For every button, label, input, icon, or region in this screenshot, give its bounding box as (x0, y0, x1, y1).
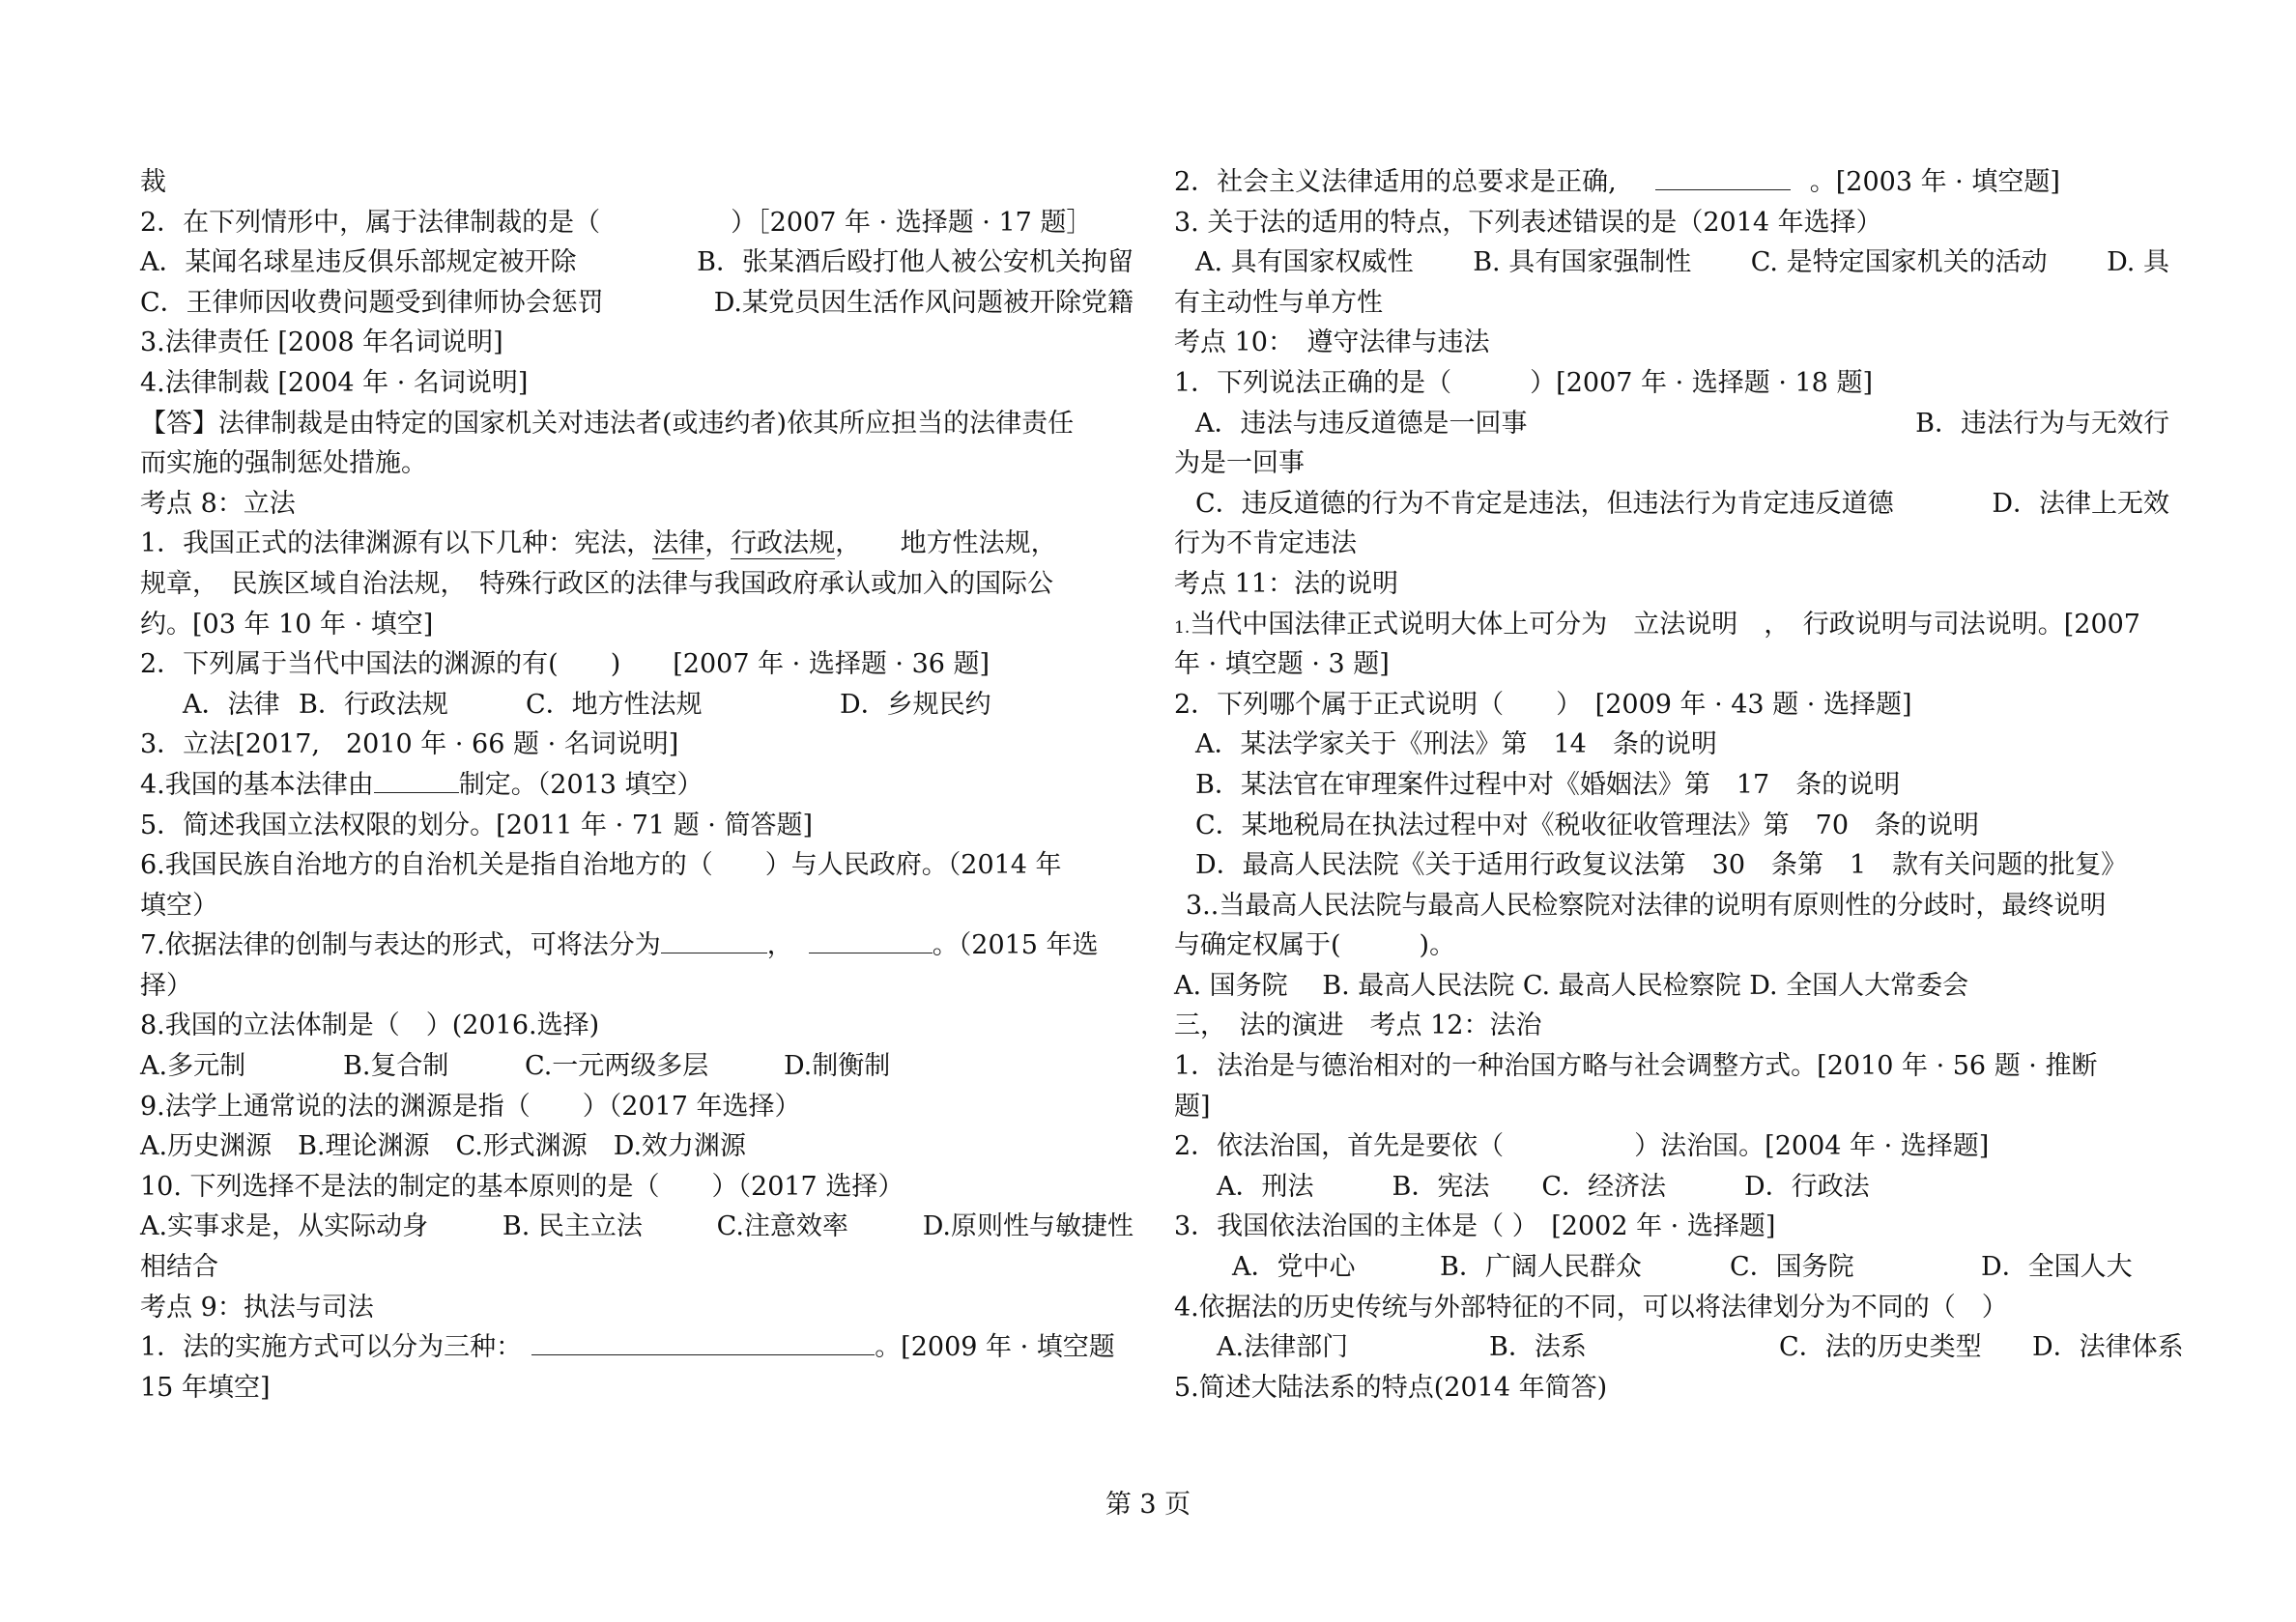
question-line: 1．法治是与德治相对的一种治国方略与社会调整方式。[2010 年 · 56 题 · 推断 (1174, 1051, 2098, 1082)
options-line: A.历史渊源 B.理论渊源 C.形式渊源 D.效力渊源 (140, 1131, 747, 1162)
option: B．行政法规 (299, 689, 448, 720)
option: A. 具有国家权威性 (1195, 247, 1414, 278)
question-line: 3. 关于法的适用的特点，下列表述错误的是（2014 年选择） (1174, 207, 1882, 238)
option: A．党中心 (1232, 1252, 1356, 1283)
options-line (1174, 404, 2169, 444)
option: C.一元两级多层 (525, 1051, 709, 1082)
option: A.实事求是，从实际动身 (140, 1211, 429, 1242)
option-line: A．某法学家关于《刑法》第 14 条的说明 (1195, 729, 1717, 760)
text-line: 为是一回事 (1174, 448, 1305, 479)
option: C．王律师因收费问题受到律师协会惩罚 (140, 287, 604, 318)
text-line: 约。[03 年 10 年 · 填空] (140, 609, 434, 640)
text-line: 年 · 填空题 · 3 题] (1174, 649, 1390, 680)
option: C．国务院 (1730, 1252, 1854, 1283)
fill-blank (809, 926, 933, 953)
option: D．乡规民约 (840, 689, 991, 720)
question-line: 5．简述我国立法权限的划分。[2011 年 · 71 题 · 简答题] (140, 810, 813, 840)
text-line: 相结合 (140, 1252, 218, 1283)
question-line (140, 925, 1134, 966)
options-line: A. 国务院 B. 最高人民法院 C. 最高人民检察院 D. 全国人大常委会 (1174, 970, 1969, 1001)
option: D.原则性与敏捷性 (922, 1211, 1134, 1242)
question-line (1174, 605, 2169, 645)
option-line: B．某法官在审理案件过程中对《婚姻法》第 17 条的说明 (1195, 769, 1901, 800)
right-column (1174, 162, 2184, 1408)
section-heading: 三， 法的演进 考点 12：法治 (1174, 1010, 1542, 1041)
option: D．法律体系 (2032, 1332, 2184, 1363)
text-fragment: 2．社会主义法律适用的总要求是正确, (1174, 167, 1617, 197)
question-line: 3.法律责任 [2008 年名词说明] (140, 327, 503, 358)
text-fragment: ， 地方性法规， (835, 528, 1057, 559)
question-line: 2．下列哪个属于正式说明（ ） [2009 年 · 43 题 · 选择题] (1174, 689, 1912, 720)
text-fragment: 。（2015 年选 (932, 930, 1099, 961)
text-fragment: 。[2009 年 · 填空题 (875, 1332, 1115, 1363)
text-line: 15 年填空] (140, 1372, 271, 1403)
text-fragment: 4.我国的基本法律由 (140, 769, 374, 800)
text-fragment: 。[2003 年 · 填空题] (1809, 167, 2060, 197)
text-fragment: 制定。（2013 填空） (458, 769, 703, 800)
options-line: A．刑法 B．宪法 C．经济法 D．行政法 (1217, 1171, 1870, 1202)
question-number: 1. (1174, 617, 1191, 638)
question-line: 3．立法[2017, 2010 年 · 66 题 · 名词说明] (140, 729, 679, 760)
question-line: 3．我国依法治国的主体是（ ） [2002 年 · 选择题] (1174, 1211, 1776, 1242)
options-line (140, 685, 1134, 726)
option: A．某闻名球星违反俱乐部规定被开除 (140, 247, 577, 278)
option: B. 具有国家强制性 (1473, 247, 1692, 278)
page-number: 第 3 页 (1105, 1490, 1191, 1520)
option: B.复合制 (343, 1051, 449, 1082)
question-line (1174, 162, 2169, 203)
option: C.注意效率 (716, 1211, 848, 1242)
text-line: 行为不肯定违法 (1174, 528, 1357, 559)
question-line (140, 765, 1134, 806)
question-line: 2．在下列情形中，属于法律制裁的是（ ）［2007 年 · 选择题 · 17 题］ (140, 207, 1093, 238)
question-line: 2．下列属于当代中国法的渊源的有( ) [2007 年 · 选择题 · 36 题] (140, 649, 990, 680)
fill-blank (374, 766, 459, 793)
text-fragment: 1．法的实施方式可以分为三种： (140, 1332, 523, 1363)
text-line: 题] (1174, 1091, 1211, 1122)
options-line (1174, 1327, 2184, 1368)
question-line: 1．下列说法正确的是（ ）[2007 年 · 选择题 · 18 题] (1174, 367, 1873, 398)
text-line: 有主动性与单方性 (1174, 287, 1383, 318)
text-fragment: 当代中国法律正式说明大体上可分为 立法说明 ， 行政说明与司法说明。[2007 (1190, 609, 2140, 640)
option: D.制衡制 (784, 1051, 891, 1082)
option: D．全国人大 (1981, 1252, 2133, 1283)
question-line: 9.法学上通常说的法的渊源是指（ ）（2017 年选择） (140, 1091, 801, 1122)
options-line (140, 242, 1134, 283)
underlined-answer: 法律 (652, 528, 705, 559)
text-fragment: 7.依据法律的创制与表达的形式，可将法分为 (140, 930, 661, 961)
options-line (1174, 1247, 2169, 1288)
question-line (140, 1327, 1134, 1368)
option: C．违反道德的行为不肯定是违法，但违法行为肯定违反道德 (1195, 488, 1894, 519)
question-line: 4.依据法的历史传统与外部特征的不同，可以将法律划分为不同的（ ） (1174, 1292, 2008, 1323)
text-fragment: 1．我国正式的法律渊源有以下几种：宪法， (140, 528, 653, 559)
option: C．法的历史类型 (1779, 1332, 1982, 1363)
option: A．法律 (183, 689, 280, 720)
text-line: 裁 (140, 167, 166, 197)
fill-blank (661, 926, 767, 953)
option: B. 民主立法 (502, 1211, 643, 1242)
text-line: 与确定权属于( )。 (1174, 930, 1456, 961)
fill-blank (1655, 163, 1791, 190)
option: C. 是特定国家机关的活动 (1750, 247, 2048, 278)
option: D. 具 (2107, 247, 2169, 278)
option: B．法系 (1489, 1332, 1587, 1363)
answer-line: 【答】法律制裁是由特定的国家机关对违法者(或违约者)依其所应担当的法律责任 (140, 408, 1075, 439)
option: C．地方性法规 (526, 689, 703, 720)
question-line: 8.我国的立法体制是（ ）(2016.选择) (140, 1010, 600, 1041)
question-line: 2．依法治国，首先是要依（ ）法治国。[2004 年 · 选择题] (1174, 1131, 1990, 1162)
question-line (140, 524, 1134, 564)
section-heading: 考点 11：法的说明 (1174, 568, 1398, 599)
option: D．法律上无效 (1992, 488, 2169, 519)
option: B．广阔人民群众 (1440, 1252, 1642, 1283)
option: D.某党员因生活作风问题被开除党籍 (713, 287, 1134, 318)
question-line: 10. 下列选择不是法的制定的基本原则的是（ ）（2017 选择） (140, 1171, 904, 1202)
fill-blank (531, 1328, 875, 1355)
question-line: 6.我国民族自治地方的自治机关是指自治地方的（ ）与人民政府。（2014 年 (140, 850, 1062, 881)
answer-line: 而实施的强制惩处措施。 (140, 448, 427, 479)
underlined-answer: 行政法规 (731, 528, 836, 559)
question-line: 4.法律制裁 [2004 年 · 名词说明] (140, 367, 529, 398)
section-heading: 考点 9：执法与司法 (140, 1292, 374, 1323)
text-line: 填空） (140, 890, 218, 921)
options-line (140, 1046, 1134, 1087)
option: B．违法行为与无效行 (1915, 408, 2169, 439)
section-heading: 考点 8：立法 (140, 488, 296, 519)
option: A．违法与违反道德是一回事 (1195, 408, 1528, 439)
option-line: C．某地税局在执法过程中对《税收征收管理法》第 70 条的说明 (1195, 810, 1980, 840)
options-line (1174, 484, 2169, 525)
left-column (140, 162, 1134, 1408)
options-line (140, 283, 1134, 324)
option: A.多元制 (140, 1051, 246, 1082)
text-line: 规章， 民族区域自治法规， 特殊行政区的法律与我国政府承认或加入的国际公 (140, 568, 1053, 599)
text-fragment: ， (766, 930, 793, 961)
question-line: 3..当最高人民法院与最高人民检察院对法律的说明有原则性的分歧时，最终说明 (1186, 890, 2107, 921)
question-line: 5.简述大陆法系的特点(2014 年简答) (1174, 1372, 1608, 1403)
section-heading: 考点 10： 遵守法律与违法 (1174, 327, 1490, 358)
options-line (1174, 242, 2169, 283)
option: A.法律部门 (1217, 1332, 1349, 1363)
option: B．张某酒后殴打他人被公安机关拘留 (697, 247, 1134, 278)
text-line: 择） (140, 970, 192, 1001)
options-line (140, 1207, 1134, 1247)
option-line: D．最高人民法院《关于适用行政复议法第 30 条第 1 款有关问题的批复》 (1195, 850, 2128, 881)
text-fragment: ， (704, 528, 732, 559)
